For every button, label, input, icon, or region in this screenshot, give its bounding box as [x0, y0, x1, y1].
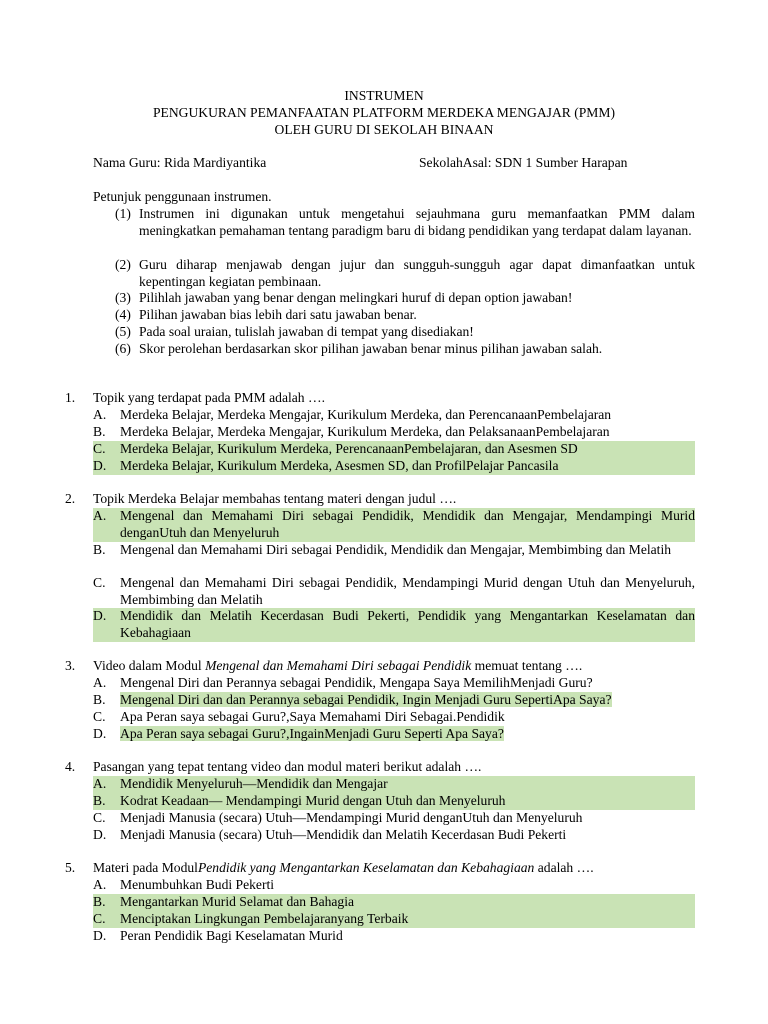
document-subtitle-2: OLEH GURU DI SEKOLAH BINAAN: [274, 122, 494, 137]
answer-option[interactable]: [93, 709, 695, 726]
document-title: INSTRUMEN: [344, 88, 424, 103]
option-letter: D.: [93, 827, 107, 842]
question-text: Materi pada ModulPendidik yang Mengantarkan Keselamatan dan Kebahagiaan adalah ….: [93, 860, 594, 875]
question-text: Topik yang terdapat pada PMM adalah ….: [93, 390, 325, 405]
instruction-text: Pilihan jawaban bias lebih dari satu jawaban benar.: [139, 307, 417, 322]
option-letter: A.: [93, 675, 107, 690]
instruction-number: (3): [115, 290, 131, 305]
option-text: Merdeka Belajar, Merdeka Mengajar, Kurikulum Merdeka, dan PelaksanaanPembelajaran: [120, 424, 610, 439]
option-letter: C.: [93, 575, 106, 590]
question-number: 4.: [65, 759, 76, 774]
option-letter: B.: [93, 894, 106, 909]
option-letter: C.: [93, 709, 106, 724]
option-letter: B.: [93, 542, 106, 557]
answer-option-highlighted[interactable]: [93, 911, 695, 928]
option-letter: D.: [93, 458, 107, 473]
answer-option[interactable]: [93, 877, 695, 894]
option-text: Menciptakan Lingkungan Pembelajaranyang Terbaik: [120, 911, 409, 926]
option-text: Mengenal Diri dan Perannya sebagai Pendidik, Mengapa Saya MemilihMenjadi Guru?: [120, 675, 593, 690]
module-title: Mengenal dan Memahami Diri sebagai Pendidik: [205, 658, 472, 673]
option-text: Merdeka Belajar, Kurikulum Merdeka, PerencanaanPembelajaran, dan Asesmen SD: [120, 441, 578, 456]
option-letter: B.: [93, 793, 106, 808]
option-text: Mendidik dan Melatih Kecerdasan Budi Pekerti, Pendidik yang Mengantarkan Keselamatan dan Kebahagiaan: [120, 608, 695, 640]
option-text: Mengantarkan Murid Selamat dan Bahagia: [120, 894, 355, 909]
option-letter: C.: [93, 911, 106, 926]
option-text: Kodrat Keadaan— Mendampingi Murid dengan Utuh dan Menyeluruh: [120, 793, 506, 808]
answer-option[interactable]: [93, 407, 695, 424]
instruction-number: (4): [115, 307, 131, 322]
teacher-name: Nama Guru: Rida Mardiyantika: [93, 155, 267, 170]
instruction-text: Pada soal uraian, tulislah jawaban di tempat yang disediakan!: [139, 324, 474, 339]
question-number: 1.: [65, 390, 76, 405]
option-text: Menjadi Manusia (secara) Utuh—Mendampingi Murid denganUtuh dan Menyeluruh: [120, 810, 583, 825]
instruction-number: (6): [115, 341, 131, 356]
answer-option-highlighted[interactable]: [93, 441, 695, 458]
document-subtitle: PENGUKURAN PEMANFAATAN PLATFORM MERDEKA MENGAJAR (PMM): [152, 105, 616, 120]
option-text: Apa Peran saya sebagai Guru?,IngainMenjadi Guru Seperti Apa Saya?: [120, 726, 504, 741]
answer-option-highlighted[interactable]: [93, 458, 695, 475]
option-letter: A.: [93, 407, 107, 422]
instructions-heading: Petunjuk penggunaan instrumen.: [93, 189, 272, 204]
option-text: Merdeka Belajar, Kurikulum Merdeka, Asesmen SD, dan ProfilPelajar Pancasila: [120, 458, 559, 473]
question-text: Topik Merdeka Belajar membahas tentang materi dengan judul ….: [93, 491, 457, 506]
module-title: Pendidik yang Mengantarkan Keselamatan dan Kebahagiaan: [197, 860, 535, 875]
question-number: 3.: [65, 658, 76, 673]
option-text: Apa Peran saya sebagai Guru?,Saya Memahami Diri Sebagai.Pendidik: [120, 709, 505, 724]
question-number: 5.: [65, 860, 76, 875]
option-text: Mengenal dan Memahami Diri sebagai Pendidik, Mendidik dan Mengajar, Membimbing dan Melatih: [120, 542, 672, 557]
instruction-text: Skor perolehan berdasarkan skor pilihan jawaban benar minus pilihan jawaban salah.: [139, 341, 603, 356]
option-text: Merdeka Belajar, Merdeka Mengajar, Kurikulum Merdeka, dan PerencanaanPembelajaran: [120, 407, 612, 422]
option-text: Mengenal dan Memahami Diri sebagai Pendidik, Mendampingi Murid dengan Utuh dan Menyeluruh, Membimbing dan Melatih: [120, 575, 695, 607]
answer-option[interactable]: [93, 542, 695, 559]
option-letter: A.: [93, 877, 107, 892]
answer-option[interactable]: [93, 424, 695, 441]
instruction-text: Guru diharap menjawab dengan jujur dan sungguh-sungguh agar dapat dimanfaatkan untuk kepentingan kegiatan pembinaan.: [139, 257, 695, 289]
answer-option-highlighted[interactable]: [93, 894, 695, 911]
option-text: Mendidik Menyeluruh—Mendidik dan Mengajar: [120, 776, 388, 791]
answer-option-highlighted[interactable]: [93, 608, 695, 642]
instruction-number: (1): [115, 206, 131, 221]
answer-option-highlighted[interactable]: [93, 508, 695, 542]
instruction-text: Pilihlah jawaban yang benar dengan melingkari huruf di depan option jawaban!: [139, 290, 573, 305]
option-letter: A.: [93, 508, 107, 523]
school-name: SekolahAsal: SDN 1 Sumber Harapan: [419, 155, 628, 170]
option-letter: C.: [93, 441, 106, 456]
question-text: Video dalam Modul Mengenal dan Memahami Diri sebagai Pendidik memuat tentang ….: [93, 658, 583, 673]
option-letter: D.: [93, 928, 107, 943]
answer-option[interactable]: [93, 726, 695, 743]
answer-option[interactable]: [93, 928, 695, 945]
instruction-number: (2): [115, 257, 131, 272]
option-letter: C.: [93, 810, 106, 825]
answer-option[interactable]: [93, 575, 695, 609]
option-letter: B.: [93, 424, 106, 439]
option-letter: D.: [93, 608, 107, 623]
answer-option-highlighted[interactable]: [93, 793, 695, 810]
option-text: Mengenal Diri dan dan Perannya sebagai Pendidik, Ingin Menjadi Guru SepertiApa Saya?: [120, 692, 612, 707]
answer-option[interactable]: [93, 827, 695, 844]
option-letter: B.: [93, 692, 106, 707]
instruction-text: Instrumen ini digunakan untuk mengetahui sejauhmana guru memanfaatkan PMM dalam meningkatkan pemahaman tentang paradigm baru di bidang pendidikan yang terdapat dalam layanan.: [139, 206, 695, 238]
option-letter: A.: [93, 776, 107, 791]
instruction-number: (5): [115, 324, 131, 339]
option-text: Peran Pendidik Bagi Keselamatan Murid: [120, 928, 343, 943]
answer-option[interactable]: [93, 810, 695, 827]
option-text: Menjadi Manusia (secara) Utuh—Mendidik dan Melatih Kecerdasan Budi Pekerti: [120, 827, 567, 842]
answer-option[interactable]: [93, 692, 695, 709]
option-letter: D.: [93, 726, 107, 741]
question-text: Pasangan yang tepat tentang video dan modul materi berikut adalah ….: [93, 759, 482, 774]
option-text: Menumbuhkan Budi Pekerti: [120, 877, 275, 892]
answer-option[interactable]: [93, 675, 695, 692]
question-number: 2.: [65, 491, 76, 506]
answer-option-highlighted[interactable]: [93, 776, 695, 793]
option-text: Mengenal dan Memahami Diri sebagai Pendidik, Mendidik dan Mengajar, Mendampingi Murid denganUtuh dan Menyeluruh: [120, 508, 695, 540]
